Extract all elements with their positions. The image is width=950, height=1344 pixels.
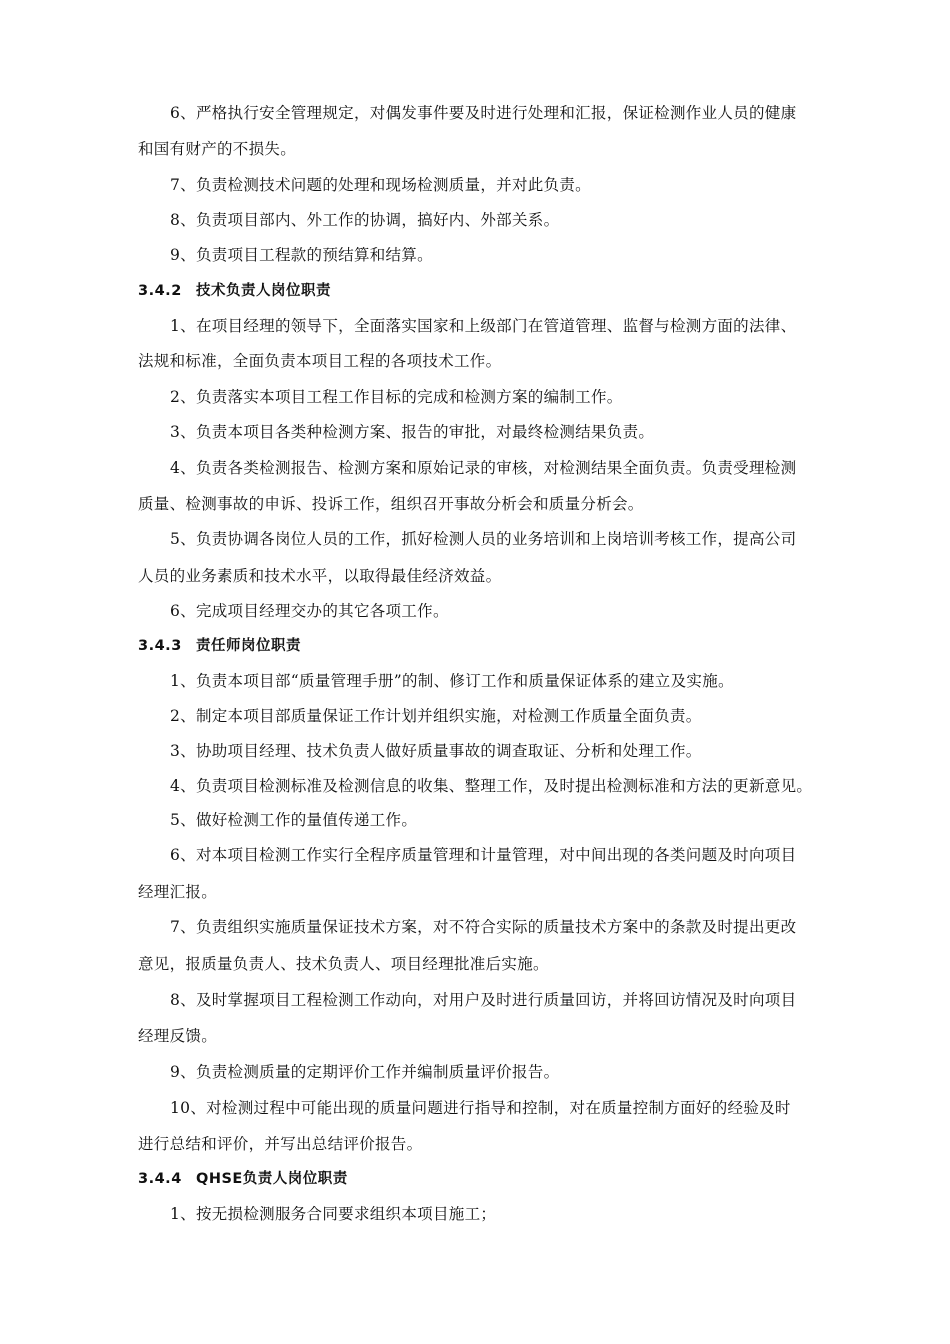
section-title: 责任师岗位职责 <box>196 638 301 654</box>
paragraph-line: 1、按无损检测服务合同要求组织本项目施工； <box>170 1205 497 1223</box>
paragraph-line: 经理反馈。 <box>138 1027 218 1045</box>
section-heading <box>138 1169 850 1189</box>
paragraph-line: 5、做好检测工作的量值传递工作。 <box>170 811 418 829</box>
paragraph-line: 意见，报质量负责人、技术负责人、项目经理批准后实施。 <box>138 955 549 973</box>
section-number: 3.4.4 <box>138 1171 182 1187</box>
paragraph-line: 5、负责协调各岗位人员的工作，抓好检测人员的业务培训和上岗培训考核工作，提高公司 <box>170 530 797 548</box>
paragraph-line: 人员的业务素质和技术水平，以取得最佳经济效益。 <box>138 567 502 585</box>
section-number: 3.4.3 <box>138 638 182 654</box>
paragraph-line: 质量、检测事故的申诉、投诉工作，组织召开事故分析会和质量分析会。 <box>138 495 644 513</box>
paragraph-line: 1、在项目经理的领导下，全面落实国家和上级部门在管道管理、监督与检测方面的法律、 <box>170 317 797 335</box>
paragraph-line: 3、协助项目经理、技术负责人做好质量事故的调查取证、分析和处理工作。 <box>170 742 702 760</box>
paragraph-line: 8、及时掌握项目工程检测工作动向，对用户及时进行质量回访，并将回访情况及时向项目 <box>170 991 797 1009</box>
paragraph-line: 3、负责本项目各类种检测方案、报告的审批，对最终检测结果负责。 <box>170 423 655 441</box>
paragraph-line: 1、负责本项目部“质量管理手册”的制、修订工作和质量保证体系的建立及实施。 <box>170 672 734 690</box>
section-title: 技术负责人岗位职责 <box>196 283 331 299</box>
paragraph-line: 6、对本项目检测工作实行全程序质量管理和计量管理，对中间出现的各类问题及时向项目 <box>170 846 797 864</box>
paragraph-line: 9、负责项目工程款的预结算和结算。 <box>170 246 433 264</box>
paragraph-line: 4、负责项目检测标准及检测信息的收集、整理工作，及时提出检测标准和方法的更新意见。 <box>170 777 813 795</box>
paragraph-line: 法规和标准，全面负责本项目工程的各项技术工作。 <box>138 352 502 370</box>
paragraph-line: 4、负责各类检测报告、检测方案和原始记录的审核，对检测结果全面负责。负责受理检测 <box>170 459 797 477</box>
paragraph-line: 9、负责检测质量的定期评价工作并编制质量评价报告。 <box>170 1063 560 1081</box>
paragraph-line: 7、负责检测技术问题的处理和现场检测质量，并对此负责。 <box>170 176 591 194</box>
paragraph-line: 8、负责项目部内、外工作的协调，搞好内、外部关系。 <box>170 211 560 229</box>
paragraph-line: 6、完成项目经理交办的其它各项工作。 <box>170 602 449 620</box>
section-number: 3.4.2 <box>138 283 182 299</box>
section-heading <box>138 281 850 301</box>
paragraph-line: 2、制定本项目部质量保证工作计划并组织实施，对检测工作质量全面负责。 <box>170 707 702 725</box>
section-title: QHSE负责人岗位职责 <box>196 1171 348 1187</box>
paragraph-line: 和国有财产的不损失。 <box>138 140 297 158</box>
paragraph-line: 7、负责组织实施质量保证技术方案，对不符合实际的质量技术方案中的条款及时提出更改 <box>170 918 797 936</box>
paragraph-line: 2、负责落实本项目工程工作目标的完成和检测方案的编制工作。 <box>170 388 623 406</box>
paragraph-line: 10、对检测过程中可能出现的质量问题进行指导和控制，对在质量控制方面好的经验及时 <box>170 1099 791 1117</box>
paragraph-line: 6、严格执行安全管理规定，对偶发事件要及时进行处理和汇报，保证检测作业人员的健康 <box>170 104 797 122</box>
paragraph-line: 进行总结和评价，并写出总结评价报告。 <box>138 1135 423 1153</box>
section-heading <box>138 636 850 656</box>
paragraph-line: 经理汇报。 <box>138 883 218 901</box>
